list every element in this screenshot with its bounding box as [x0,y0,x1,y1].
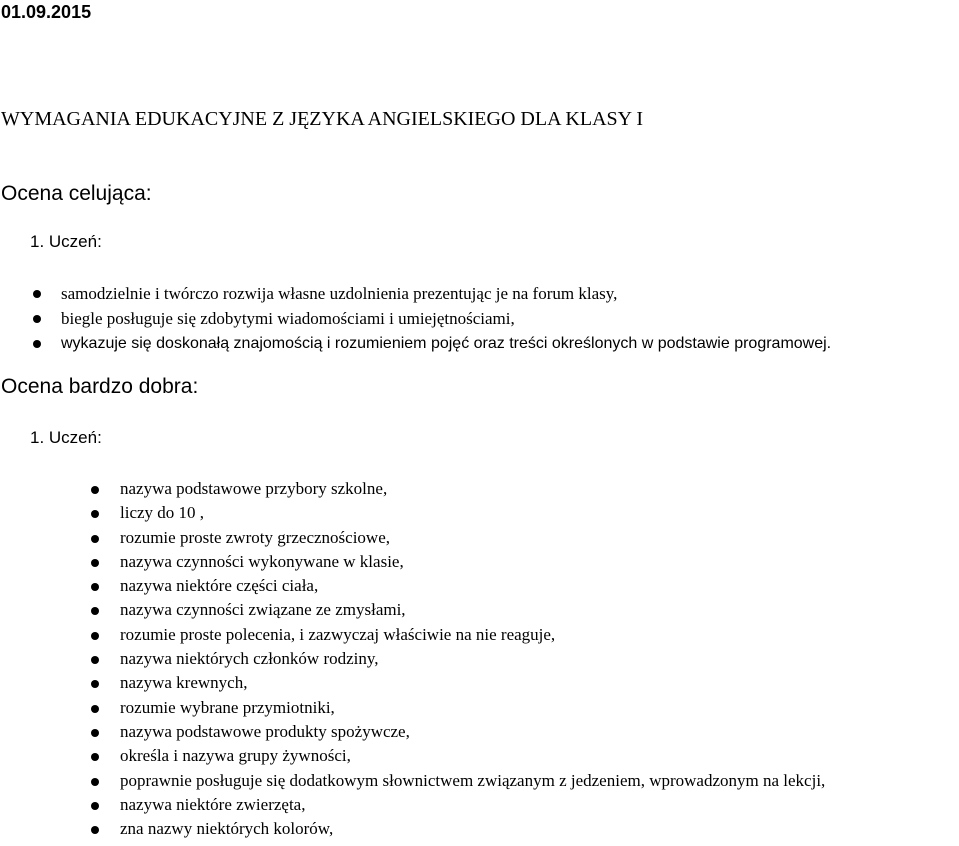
bullet-icon [91,559,99,567]
list-item [61,331,831,356]
list-item-text: nazywa podstawowe produkty spożywcze, [120,721,410,741]
list-item-text: rozumie proste zwroty grzecznościowe, [120,527,390,547]
list-item [120,671,825,695]
list-item [120,744,825,768]
list-item [120,647,825,671]
list-item-text: nazywa podstawowe przybory szkolne, [120,479,388,498]
list-item [120,817,825,841]
list-item-text: nazywa krewnych, [120,673,248,693]
section-subheading-celujaca: 1. Uczeń: [30,232,102,251]
list-item [120,526,825,550]
list-item-text: określa i nazywa grupy żywności, [120,746,351,766]
list-item-text: nazywa niektóre części ciała, [120,576,319,596]
section-heading-bardzo-dobra: Ocena bardzo dobra: [1,375,199,398]
bullet-icon [91,583,99,591]
requirements-list-bardzo-dobra [120,477,825,841]
bullet-icon [91,632,99,640]
bullet-icon [91,656,99,664]
list-item [120,696,825,720]
bullet-icon [91,826,99,834]
list-item-text: poprawnie posługuje się dodatkowym słownictwem związanym z jedzeniem, wprowadzonym na lekcji, [120,770,826,790]
bullet-icon [91,802,99,810]
bullet-icon [33,290,41,298]
list-item [61,306,831,331]
list-item [120,501,825,525]
list-item-text: rozumie wybrane przymiotniki, [120,697,335,717]
bullet-icon [33,340,41,348]
section-subheading-bardzo-dobra: 1. Uczeń: [30,428,102,447]
list-item [61,281,831,306]
bullet-icon [91,535,99,543]
bullet-icon [91,680,99,688]
list-item-text: liczy do 10 , [120,503,205,523]
list-item-text: rozumie proste polecenia, i zazwyczaj właściwie na nie reaguje, [120,624,556,644]
document-title: WYMAGANIA EDUKACYJNE Z JĘZYKA ANGIELSKIEGO DLA KLASY I [1,108,643,130]
bullet-icon [91,729,99,737]
list-item [120,623,825,647]
document-date: 01.09.2015 [1,2,92,22]
bullet-icon [91,510,99,518]
list-item-text: nazywa czynności wykonywane w klasie, [120,551,404,571]
bullet-icon [91,486,99,494]
list-item [120,769,825,793]
list-item [120,720,825,744]
list-item-text: nazywa niektórych członków rodziny, [120,649,379,669]
bullet-icon [91,705,99,713]
list-item [120,550,825,574]
list-item [120,793,825,817]
list-item [120,477,825,501]
bullet-icon [91,607,99,615]
list-item-text: wykazuje się doskonałą znajomością i rozumieniem pojęć oraz treści określonych w podstawie programowej. [61,335,832,352]
list-item-text: nazywa czynności związane ze zmysłami, [120,600,406,620]
bullet-icon [91,753,99,761]
list-item [120,598,825,622]
list-item [120,574,825,598]
list-item-text: zna nazwy niektórych kolorów, [120,819,334,839]
requirements-list-celujaca [61,281,831,356]
list-item-text: nazywa niektóre zwierzęta, [120,794,306,814]
section-heading-celujaca: Ocena celująca: [1,182,152,205]
list-item-text: biegle posługuje się zdobytymi wiadomościami i umiejętnościami, [61,309,515,328]
list-item-text: samodzielnie i twórczo rozwija własne uzdolnienia prezentując je na forum klasy, [61,284,618,303]
bullet-icon [91,778,99,786]
bullet-icon [33,315,41,323]
